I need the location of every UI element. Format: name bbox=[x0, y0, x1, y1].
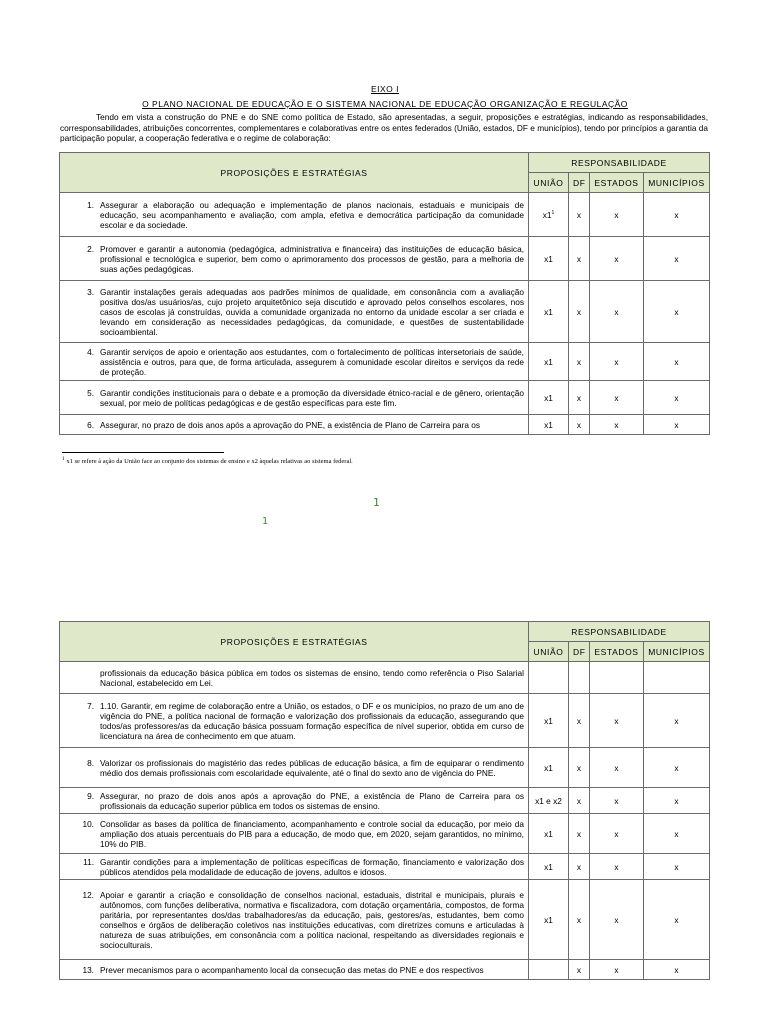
footnote-divider bbox=[62, 452, 224, 453]
municipios-cell bbox=[644, 662, 710, 694]
proposition-cell bbox=[60, 788, 529, 814]
table-row bbox=[60, 880, 710, 960]
df-value: x bbox=[576, 209, 582, 220]
df-cell bbox=[569, 748, 590, 788]
item-number: 8. bbox=[87, 757, 94, 768]
municipios-value: x bbox=[674, 306, 679, 317]
item-text: 1.10. Garantir, em regime de colaboração entre a União, os estados, o DF e os municípios, no prazo de um ano de vigência do PNE, a política nacional de formação e valorização dos profissionais da educação, assegurando que todos/as professores/as da educação básica possuam formação específica de nível superior, obtida em curso de licenciatura na área de conhecimento em que atuam. bbox=[100, 700, 524, 741]
proposition-cell bbox=[60, 415, 529, 435]
col-proposicoes: PROPOSIÇÕES E ESTRATÉGIAS bbox=[60, 622, 529, 662]
col-responsabilidade: RESPONSABILIDADE bbox=[529, 153, 710, 173]
estados-cell bbox=[590, 415, 644, 435]
col-uniao: UNIÃO bbox=[529, 173, 569, 193]
municipios-value: x bbox=[674, 209, 679, 220]
item-number: 1. bbox=[87, 199, 94, 210]
uniao-cell bbox=[529, 343, 569, 381]
item-text: Assegurar, no prazo de dois anos após a aprovação do PNE, a existência de Plano de Carreira para os bbox=[100, 419, 481, 430]
uniao-value: x1 bbox=[544, 715, 553, 726]
footnote bbox=[62, 456, 353, 465]
estados-value: x bbox=[614, 861, 619, 872]
df-value: x bbox=[576, 253, 582, 264]
item-number: 7. bbox=[87, 700, 94, 711]
table-row bbox=[60, 788, 710, 814]
df-cell bbox=[569, 788, 590, 814]
uniao-value: x1 bbox=[542, 209, 552, 220]
item-number: 10. bbox=[82, 818, 94, 829]
uniao-cell bbox=[529, 237, 569, 281]
uniao-cell bbox=[529, 880, 569, 960]
page-number-mark: 1 bbox=[373, 496, 380, 509]
footnote-ref: 1 bbox=[551, 209, 555, 216]
estados-cell bbox=[590, 694, 644, 748]
estados-value: x bbox=[614, 419, 619, 430]
estados-value: x bbox=[614, 828, 619, 839]
uniao-cell bbox=[529, 960, 569, 980]
proposition-cell bbox=[60, 880, 529, 960]
item-text: Garantir condições para a implementação de políticas específicas de formação, financiamento e valorização dos públicos atendidos pela modalidade de educação de jovens, adultos e idosos. bbox=[100, 856, 524, 877]
df-cell bbox=[569, 381, 590, 415]
df-value: x bbox=[576, 914, 582, 925]
municipios-cell bbox=[644, 415, 710, 435]
responsibility-table-2 bbox=[59, 621, 710, 980]
df-cell bbox=[569, 193, 590, 237]
uniao-value: x1 bbox=[544, 306, 553, 317]
proposition-cell bbox=[60, 662, 529, 694]
df-value: x bbox=[576, 795, 582, 806]
page-title: EIXO I bbox=[370, 84, 400, 94]
estados-value: x bbox=[614, 356, 619, 367]
df-cell bbox=[569, 343, 590, 381]
col-estados: ESTADOS bbox=[590, 642, 644, 662]
municipios-cell bbox=[644, 281, 710, 343]
item-text: Consolidar as bases da política de financiamento, acompanhamento e controle social da educação, por meio da ampliação dos atuais percentuais do PIB para a educação, de modo que, em 2020, sejam garantidos, no mínimo, 10% do PIB. bbox=[100, 818, 524, 849]
item-number bbox=[64, 668, 100, 688]
item-text: Apoiar e garantir a criação e consolidação de conselhos nacional, estaduais, distrital e municipais, plurais e autônomos, com funções deliberativa, normativa e fiscalizadora, com dotação orçamentária, compostos, de forma paritária, por representantes dos/das trabalhadores/as da educação, pais, gestores/as, estudantes, bem como conselhos e órgãos de deliberação coletivos nas instituições educativas, com diretrizes comuns e articuladas à natureza de suas atribuições, em consonância com a política nacional, respeitando as diversidades regionais e socioculturais. bbox=[100, 889, 524, 950]
municipios-value: x bbox=[674, 795, 679, 806]
estados-cell bbox=[590, 788, 644, 814]
col-uniao: UNIÃO bbox=[529, 642, 569, 662]
df-value: x bbox=[576, 762, 582, 773]
municipios-value: x bbox=[674, 861, 679, 872]
col-df: DF bbox=[569, 642, 590, 662]
item-number: 13. bbox=[82, 964, 94, 975]
footnote-text: x1 se refere à ação da União face ao conjunto dos sistemas de ensino e x2 àquelas relativas ao sistema federal. bbox=[66, 458, 353, 466]
proposition-cell bbox=[60, 694, 529, 748]
col-municipios: MUNICÍPIOS bbox=[644, 173, 710, 193]
page-subtitle: O PLANO NACIONAL DE EDUCAÇÃO E O SISTEMA NACIONAL DE EDUCAÇÃO ORGANIZAÇÃO E REGULAÇÃO bbox=[142, 99, 628, 109]
item-text: Garantir serviços de apoio e orientação aos estudantes, com o fortalecimento de políticas intersetoriais de saúde, assistência e outros, para que, de forma articulada, assegurem à comunidade escolar direitos e serviços da rede de proteção. bbox=[100, 346, 524, 377]
uniao-value: x1 bbox=[544, 253, 553, 264]
df-value: x bbox=[576, 715, 582, 726]
table-row bbox=[60, 415, 710, 435]
table-row bbox=[60, 748, 710, 788]
col-responsabilidade: RESPONSABILIDADE bbox=[529, 622, 710, 642]
estados-cell bbox=[590, 237, 644, 281]
item-number: 9. bbox=[87, 790, 94, 801]
estados-value: x bbox=[614, 392, 619, 403]
item-text: Garantir condições institucionais para o debate e a promoção da diversidade étnico-racial e de gênero, orientação sexual, por meio de políticas pedagógicas e de gestão específicas para este fim. bbox=[100, 387, 524, 408]
estados-value: x bbox=[614, 914, 619, 925]
uniao-cell bbox=[529, 281, 569, 343]
uniao-value: x1 bbox=[544, 914, 553, 925]
estados-value: x bbox=[614, 964, 619, 975]
item-text: Assegurar, no prazo de dois anos após a aprovação do PNE, a existência de Plano de Carreira para os profissionais da educação superior pública em todos os sistemas de ensino. bbox=[100, 790, 524, 811]
table-row bbox=[60, 814, 710, 854]
uniao-cell bbox=[529, 694, 569, 748]
proposition-cell bbox=[60, 193, 529, 237]
municipios-cell bbox=[644, 381, 710, 415]
df-cell bbox=[569, 960, 590, 980]
estados-value: x bbox=[614, 253, 619, 264]
table-row bbox=[60, 343, 710, 381]
proposition-cell bbox=[60, 281, 529, 343]
municipios-value: x bbox=[674, 419, 679, 430]
estados-cell bbox=[590, 960, 644, 980]
proposition-cell bbox=[60, 748, 529, 788]
municipios-cell bbox=[644, 960, 710, 980]
item-number: 12. bbox=[82, 889, 94, 900]
table-row bbox=[60, 662, 710, 694]
col-municipios: MUNICÍPIOS bbox=[644, 642, 710, 662]
uniao-value: x1 bbox=[544, 356, 553, 367]
estados-cell bbox=[590, 880, 644, 960]
item-text: Promover e garantir a autonomia (pedagógica, administrativa e financeira) das instituições de educação básica, profissional e tecnológica e superior, bem como o aprimoramento dos processos de gestão, para a melhoria de suas ações pedagógicas. bbox=[100, 243, 524, 274]
item-number: 3. bbox=[87, 286, 94, 297]
item-text: Garantir instalações gerais adequadas aos padrões mínimos de qualidade, em consonância com a avaliação positiva dos/as usuários/as, cujo projeto arquitetônico seja discutido e aprovado pelos conselhos escolares, nos casos de escolas já construídas, ouvida a comunidade organizada no entorno da unidade escolar a ser criada e levando em consideração as necessidades pedagógicas, da comunidade, e questões de sustentabilidade socioambiental. bbox=[100, 286, 524, 337]
municipios-cell bbox=[644, 880, 710, 960]
uniao-cell bbox=[529, 748, 569, 788]
estados-value: x bbox=[614, 762, 619, 773]
estados-value: x bbox=[614, 795, 619, 806]
df-cell bbox=[569, 880, 590, 960]
municipios-value: x bbox=[674, 715, 679, 726]
uniao-cell bbox=[529, 854, 569, 880]
uniao-cell bbox=[529, 788, 569, 814]
df-value: x bbox=[576, 964, 582, 975]
intro-paragraph: Tendo em vista a construção do PNE e do SNE como política de Estado, são apresentadas, a seguir, proposições e estratégias, indicando as responsabilidades, corresponsabilidades, atribuições concorrentes, complementares e colaborativas entre os entes federados (União, estados, DF e municípios), tendo por princípios a garantia da participação popular, a cooperação federativa e o regime de colaboração: bbox=[60, 112, 708, 143]
municipios-value: x bbox=[674, 762, 679, 773]
item-text: profissionais da educação básica pública em todos os sistemas de ensino, tendo como referência o Piso Salarial Nacional, estabelecido em Lei. bbox=[100, 667, 524, 688]
df-value: x bbox=[576, 392, 582, 403]
municipios-value: x bbox=[674, 356, 679, 367]
df-cell bbox=[569, 662, 590, 694]
df-value: x bbox=[576, 356, 582, 367]
estados-cell bbox=[590, 193, 644, 237]
responsibility-table-1 bbox=[59, 152, 710, 435]
proposition-cell bbox=[60, 814, 529, 854]
estados-cell bbox=[590, 343, 644, 381]
footnote-mark: 1 bbox=[62, 456, 65, 462]
municipios-cell bbox=[644, 237, 710, 281]
df-cell bbox=[569, 814, 590, 854]
municipios-value: x bbox=[674, 392, 679, 403]
table-row bbox=[60, 281, 710, 343]
col-estados: ESTADOS bbox=[590, 173, 644, 193]
municipios-cell bbox=[644, 343, 710, 381]
table-row bbox=[60, 854, 710, 880]
municipios-cell bbox=[644, 814, 710, 854]
df-cell bbox=[569, 415, 590, 435]
item-text: Assegurar a elaboração ou adequação e implementação de planos nacionais, estaduais e municipais de educação, seu acompanhamento e avaliação, com ampla, efetiva e democrática participação da comunidade escolar e da sociedade. bbox=[100, 199, 524, 230]
df-cell bbox=[569, 237, 590, 281]
uniao-value: x1 bbox=[544, 392, 553, 403]
municipios-cell bbox=[644, 854, 710, 880]
municipios-value: x bbox=[674, 828, 679, 839]
municipios-cell bbox=[644, 694, 710, 748]
df-value: x bbox=[576, 861, 582, 872]
df-value: x bbox=[576, 828, 582, 839]
df-value: x bbox=[576, 419, 582, 430]
municipios-value: x bbox=[674, 964, 679, 975]
item-number: 6. bbox=[87, 419, 94, 430]
table-row bbox=[60, 694, 710, 748]
proposition-cell bbox=[60, 960, 529, 980]
estados-value: x bbox=[614, 715, 619, 726]
uniao-value: x1 bbox=[544, 861, 553, 872]
municipios-cell bbox=[644, 193, 710, 237]
uniao-cell bbox=[529, 381, 569, 415]
municipios-cell bbox=[644, 788, 710, 814]
estados-cell bbox=[590, 381, 644, 415]
uniao-value: x1 bbox=[544, 828, 553, 839]
estados-cell bbox=[590, 281, 644, 343]
uniao-value: x1 bbox=[544, 762, 553, 773]
uniao-value: x1 e x2 bbox=[535, 795, 562, 806]
uniao-cell bbox=[529, 193, 569, 237]
estados-value: x bbox=[614, 209, 619, 220]
df-cell bbox=[569, 281, 590, 343]
uniao-cell bbox=[529, 415, 569, 435]
item-text: Prever mecanismos para o acompanhamento local da consecução das metas do PNE e dos respectivos bbox=[100, 964, 484, 975]
table-row bbox=[60, 237, 710, 281]
proposition-cell bbox=[60, 343, 529, 381]
estados-cell bbox=[590, 854, 644, 880]
item-number: 2. bbox=[87, 243, 94, 254]
item-number: 4. bbox=[87, 346, 94, 357]
df-cell bbox=[569, 854, 590, 880]
municipios-value: x bbox=[674, 253, 679, 264]
estados-cell bbox=[590, 814, 644, 854]
uniao-cell bbox=[529, 814, 569, 854]
col-proposicoes: PROPOSIÇÕES E ESTRATÉGIAS bbox=[60, 153, 529, 193]
table-row bbox=[60, 960, 710, 980]
df-cell bbox=[569, 694, 590, 748]
municipios-cell bbox=[644, 748, 710, 788]
uniao-cell bbox=[529, 662, 569, 694]
uniao-value: x1 bbox=[544, 419, 553, 430]
estados-cell bbox=[590, 662, 644, 694]
proposition-cell bbox=[60, 237, 529, 281]
estados-value: x bbox=[614, 306, 619, 317]
estados-cell bbox=[590, 748, 644, 788]
item-number: 5. bbox=[87, 387, 94, 398]
proposition-cell bbox=[60, 381, 529, 415]
table-row bbox=[60, 381, 710, 415]
table-row bbox=[60, 193, 710, 237]
municipios-value: x bbox=[674, 914, 679, 925]
proposition-cell bbox=[60, 854, 529, 880]
col-df: DF bbox=[569, 173, 590, 193]
item-text: Valorizar os profissionais do magistério das redes públicas de educação básica, a fim de equiparar o rendimento médio dos demais profissionais com escolaridade equivalente, até o final do sexto ano de vigência do PNE. bbox=[100, 757, 524, 778]
df-value: x bbox=[576, 306, 582, 317]
page-number-mark-secondary: 1 bbox=[262, 516, 269, 527]
item-number: 11. bbox=[83, 856, 94, 867]
